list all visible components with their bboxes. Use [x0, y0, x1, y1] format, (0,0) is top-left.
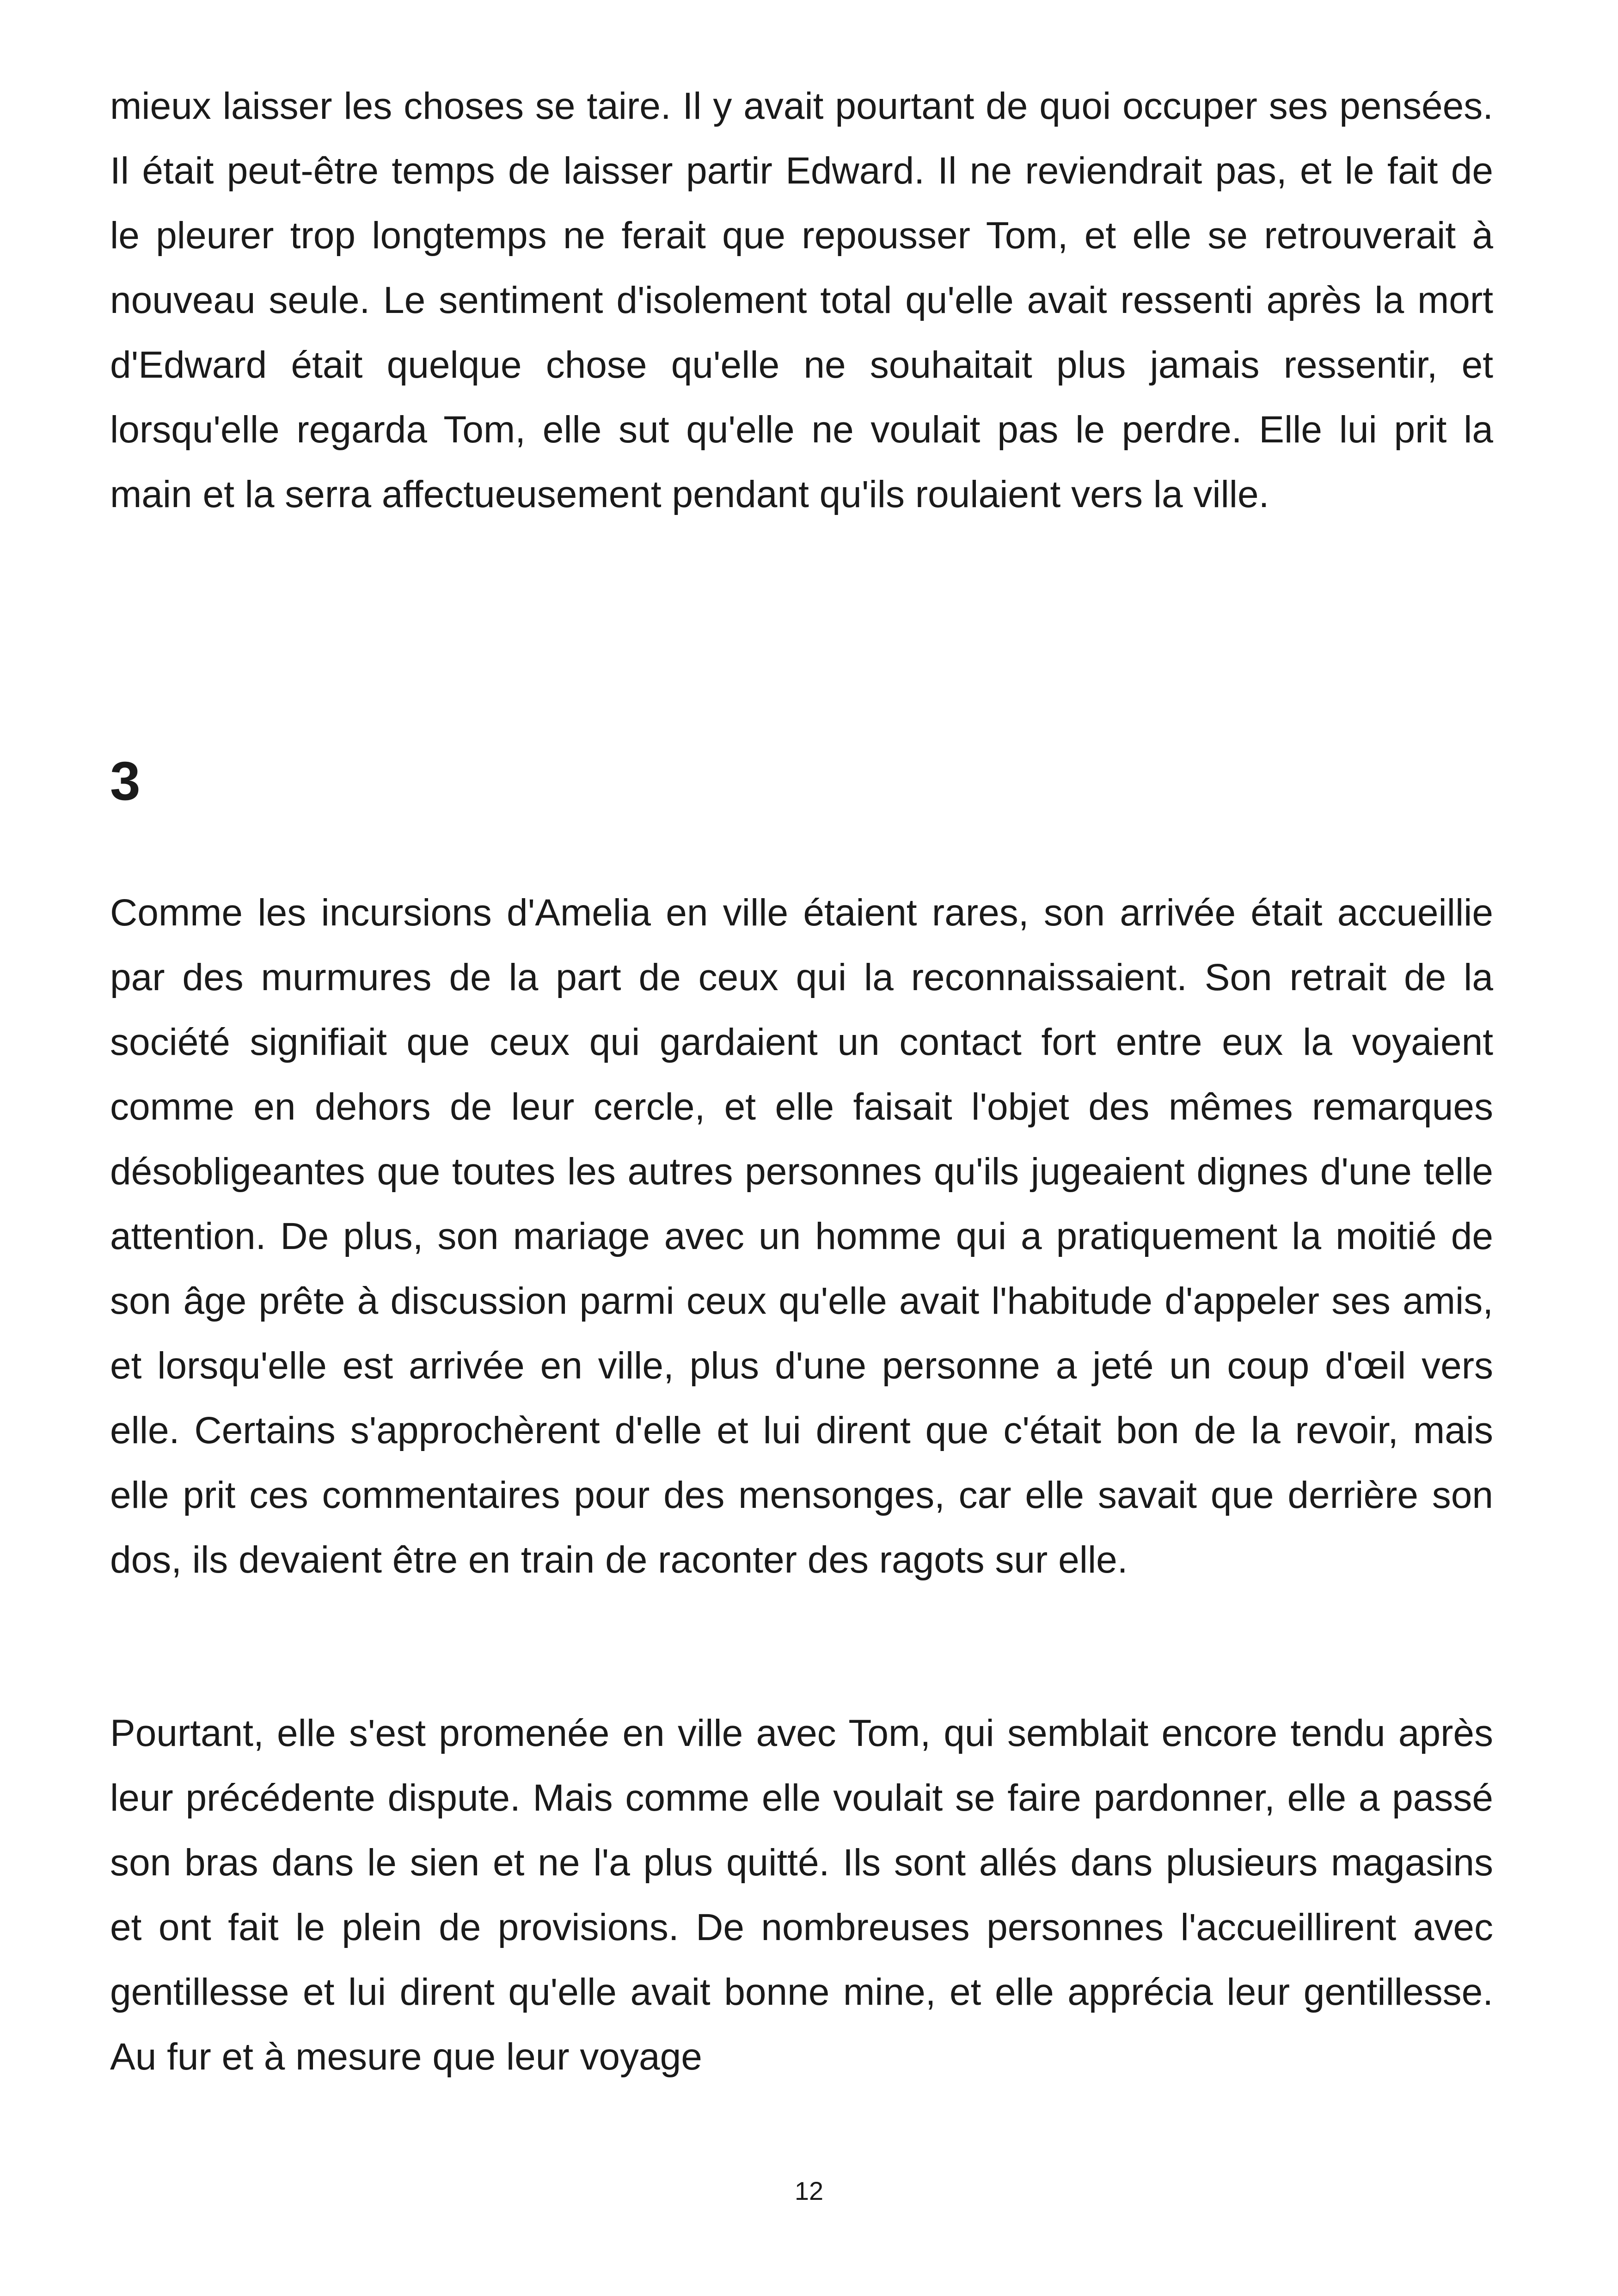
- page-number: 12: [794, 2176, 824, 2205]
- paragraph-second: Pourtant, elle s'est promenée en ville avec Tom, qui semblait encore tendu après leur précédente dispute. Mais comme elle voulait se faire pardonner, elle a passé son bras dans le sien et ne l'a plus quitté. Ils sont allés dans plusieurs magasins et ont fait le plein de provisions. De nombreuses personnes l'accueillirent avec gentillesse et lui dirent qu'elle avait bonne mine, et elle apprécia leur gentillesse. Au fur et à mesure que leur voyage: [110, 1712, 1493, 2078]
- paragraph-continuation: mieux laisser les choses se taire. Il y avait pourtant de quoi occuper ses pensées. Il était peut-être temps de laisser partir Edward. Il ne reviendrait pas, et le fait de le pleurer trop longtemps ne ferait que repousser Tom, et elle se retrouverait à nouveau seule. Le sentiment d'isolement total qu'elle avait ressenti après la mort d'Edward était quelque chose qu'elle ne souhaitait plus jamais ressentir, et lorsqu'elle regarda Tom, elle sut qu'elle ne voulait pas le perdre. Elle lui prit la main et la serra affectueusement pendant qu'ils roulaient vers la ville.: [110, 85, 1493, 515]
- paragraph-chapter-opening: Comme les incursions d'Amelia en ville étaient rares, son arrivée était accueillie par des murmures de la part de ceux qui la reconnaissaient. Son retrait de la société signifiait que ceux qui gardaient un contact fort entre eux la voyaient comme en dehors de leur cercle, et elle faisait l'objet des mêmes remarques désobligeantes que toutes les autres personnes qu'ils jugeaient dignes d'une telle attention. De plus, son mariage avec un homme qui a pratiquement la moitié de son âge prête à discussion parmi ceux qu'elle avait l'habitude d'appeler ses amis, et lorsqu'elle est arrivée en ville, plus d'une personne a jeté un coup d'œil vers elle. Certains s'approchèrent d'elle et lui dirent que c'était bon de la revoir, mais elle prit ces commentaires pour des mensonges, car elle savait que derrière son dos, ils devaient être en train de raconter des ragots sur elle.: [110, 892, 1493, 1581]
- chapter-heading: 3: [110, 751, 141, 812]
